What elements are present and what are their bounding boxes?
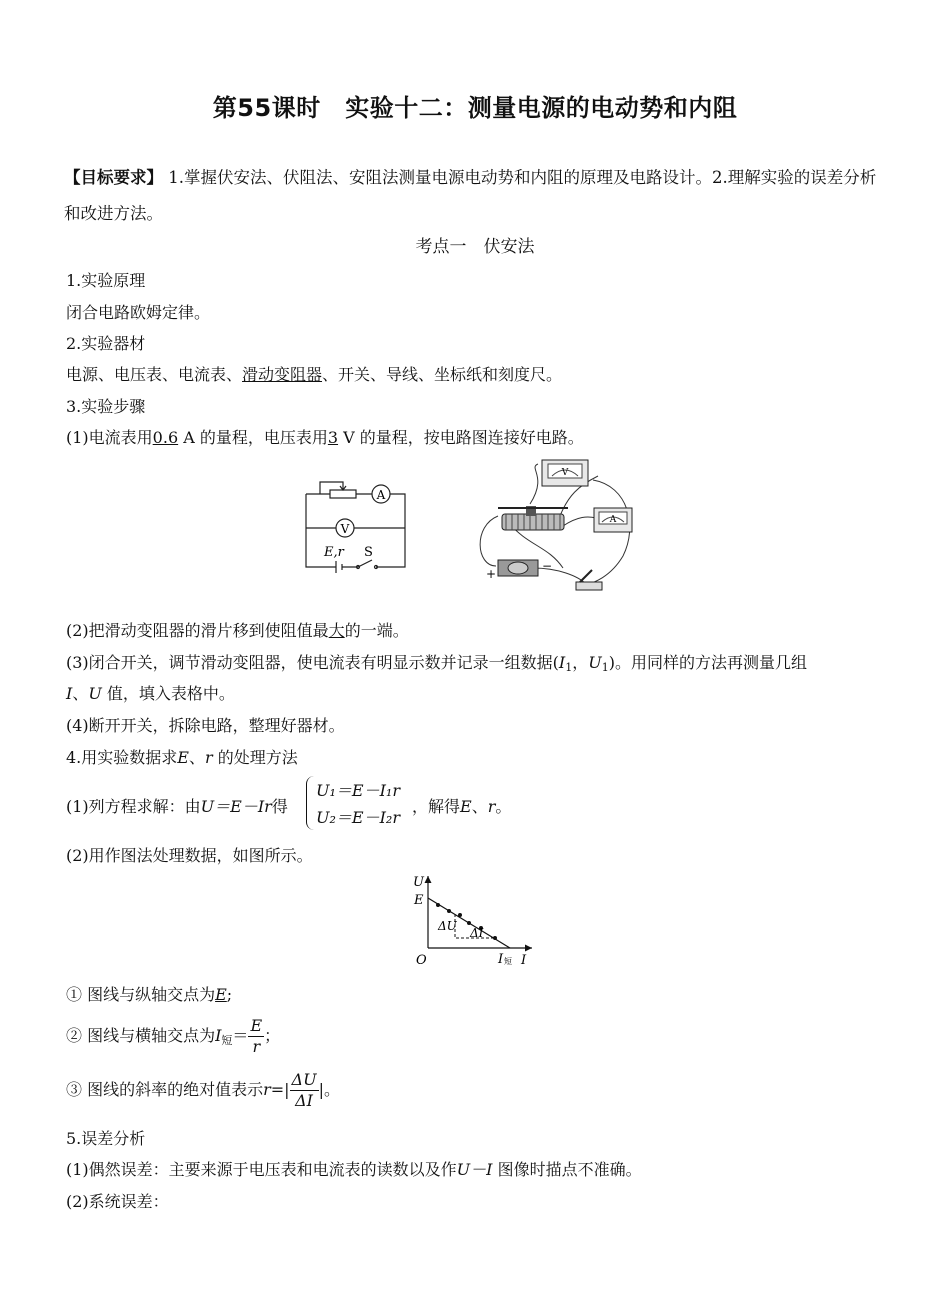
- p3-fraction: [290, 1070, 319, 1111]
- e1-a: (1)偶然误差：主要来源于电压表和电流表的读数以及作: [66, 1160, 457, 1179]
- p3-r: r: [263, 1080, 271, 1099]
- step1: [66, 425, 584, 448]
- step3-d: 、: [72, 684, 89, 703]
- goal-paragraph: [64, 160, 886, 232]
- graph-y-label: U: [413, 875, 424, 890]
- data-point: [458, 913, 462, 917]
- graph-x-label: I: [521, 953, 527, 968]
- s2-post: 、开关、导线、坐标纸和刻度尺。: [322, 365, 563, 384]
- point2: [66, 1016, 280, 1057]
- p2-num: E: [250, 1016, 263, 1035]
- circuit-diagram: [300, 472, 412, 576]
- s4-e: E: [177, 748, 189, 767]
- point3: [66, 1070, 340, 1111]
- p2-i: I: [215, 1026, 222, 1045]
- s4-heading: [66, 745, 298, 768]
- step4: (4)断开开关，拆除电路，整理好器材。: [66, 716, 345, 735]
- switch-icon: [358, 560, 372, 567]
- photo-a-label: A: [609, 515, 617, 525]
- graph-ishort-sub: 短: [504, 957, 512, 966]
- goal-tag: 【目标要求】: [64, 168, 163, 187]
- equation-2: U₂＝E－I₂r: [316, 808, 400, 827]
- s2-heading: 2.实验器材: [66, 334, 146, 353]
- graph-di: ΔI: [470, 926, 484, 940]
- p1-b: ;: [226, 985, 233, 1004]
- p1-a: ① 图线与纵轴交点为: [66, 985, 216, 1004]
- step1-range-a: 0.6: [152, 428, 179, 447]
- step3-a: (3)闭合开关，调节滑动变阻器，使电流表有明显示数并记录一组数据(: [66, 653, 559, 672]
- s1-text: 闭合电路欧姆定律。: [66, 303, 211, 322]
- m1-equation: U＝E－Ir: [200, 797, 272, 816]
- s3-heading: 3.实验步骤: [66, 397, 146, 416]
- e1-b: 图像时描点不准确。: [492, 1160, 642, 1179]
- graph-origin: O: [416, 953, 427, 968]
- m1-c: ，解得: [412, 797, 461, 816]
- step3-f: 值，填入表格中。: [101, 684, 235, 703]
- battery-icon: [336, 561, 342, 573]
- data-point: [436, 903, 440, 907]
- graph-e-label: E: [414, 893, 424, 908]
- s4-r: r: [204, 748, 213, 767]
- graph-ishort: I: [498, 952, 504, 967]
- step3-sub2: 1: [601, 661, 609, 674]
- p2-den: r: [252, 1037, 261, 1056]
- m1-a: (1)列方程求解：由: [66, 797, 201, 816]
- m1-g: 。: [495, 797, 512, 816]
- method1: [66, 794, 288, 817]
- step3: [66, 650, 807, 674]
- goal-text: 1.掌握伏安法、伏阻法、安阻法测量电源电动势和内阻的原理及电路设计。2.理解实验的误差分析和改进方法。: [64, 168, 877, 223]
- voltmeter-device-icon: [542, 460, 588, 486]
- s4-heading-b: 的处理方法: [212, 748, 298, 767]
- s2-underlined: 滑动变阻器: [242, 365, 323, 384]
- step3-u: U: [588, 653, 602, 672]
- m1-d: E: [460, 797, 472, 816]
- m1-f: r: [487, 797, 496, 816]
- step2-a: (2)把滑动变阻器的滑片移到使阻值最: [66, 621, 329, 640]
- e1-ui: U－I: [456, 1160, 493, 1179]
- step2-b: 的一端。: [344, 621, 409, 640]
- m1-e: 、: [471, 797, 488, 816]
- rheostat-device-icon: [498, 506, 568, 530]
- m1-b: 得: [271, 797, 288, 816]
- step3-sub1: 1: [565, 661, 573, 674]
- page-title: 第55课时 实验十二：测量电源的电动势和内阻: [212, 94, 738, 122]
- step1-range-v: 3: [327, 428, 339, 447]
- p2-fraction: [248, 1016, 264, 1057]
- step1-c: V 的量程，按电路图连接好电路。: [338, 428, 584, 447]
- p2-sub: 短: [221, 1034, 233, 1047]
- s5-heading: 5.误差分析: [66, 1129, 146, 1148]
- data-point: [467, 921, 471, 925]
- photo-v-label: V: [561, 468, 569, 478]
- step1-a: (1)电流表用: [66, 428, 153, 447]
- step3-i: I: [558, 653, 566, 672]
- step3-c: I: [66, 684, 73, 703]
- ui-graph: [408, 870, 540, 968]
- battery-device-icon: [486, 559, 552, 581]
- data-point: [493, 936, 497, 940]
- s4-heading-a: 4.用实验数据求: [66, 748, 178, 767]
- method2: (2)用作图法处理数据，如图所示。: [66, 846, 313, 865]
- error2: (2)系统误差：: [66, 1192, 169, 1211]
- p3-a: ③ 图线的斜率的绝对值表示: [66, 1080, 264, 1099]
- error1: [66, 1157, 642, 1180]
- graph-du: ΔU: [438, 919, 457, 933]
- section-title: 考点一 伏安法: [415, 237, 535, 257]
- photo-minus: −: [542, 559, 553, 573]
- p1-answer: E: [215, 985, 227, 1004]
- source-label: E,r: [324, 545, 344, 560]
- switch-label: S: [364, 545, 373, 560]
- step3-cont: [66, 681, 235, 704]
- data-point: [447, 909, 451, 913]
- equation-1: U₁＝E－I₁r: [316, 781, 400, 800]
- s1-heading: 1.实验原理: [66, 271, 146, 290]
- p3-b: |。: [318, 1080, 340, 1099]
- step3-comma: ，: [572, 653, 589, 672]
- method1-result: [412, 794, 511, 817]
- voltmeter-label: V: [340, 522, 350, 536]
- step2-answer: 大: [328, 621, 345, 640]
- p2-b: ；: [264, 1026, 281, 1045]
- s2-text: [66, 362, 562, 385]
- step1-b: A 的量程，电压表用: [178, 428, 328, 447]
- p2-a: ② 图线与横轴交点为: [66, 1026, 216, 1045]
- step2: [66, 618, 409, 641]
- ammeter-device-icon: [594, 508, 632, 532]
- rheostat-icon: [330, 490, 356, 498]
- step3-e: U: [88, 684, 102, 703]
- apparatus-photo: [468, 456, 648, 594]
- point1: [66, 982, 232, 1005]
- ammeter-label: A: [376, 488, 386, 502]
- p3-den: ΔI: [295, 1091, 313, 1110]
- photo-plus: +: [486, 567, 497, 581]
- p2-eq: ＝: [232, 1026, 249, 1045]
- s4-dun: 、: [188, 748, 205, 767]
- s2-pre: 电源、电压表、电流表、: [66, 365, 243, 384]
- p3-num: ΔU: [291, 1070, 317, 1089]
- p3-eq: =|: [270, 1080, 290, 1099]
- step3-b: )。用同样的方法再测量几组: [608, 653, 807, 672]
